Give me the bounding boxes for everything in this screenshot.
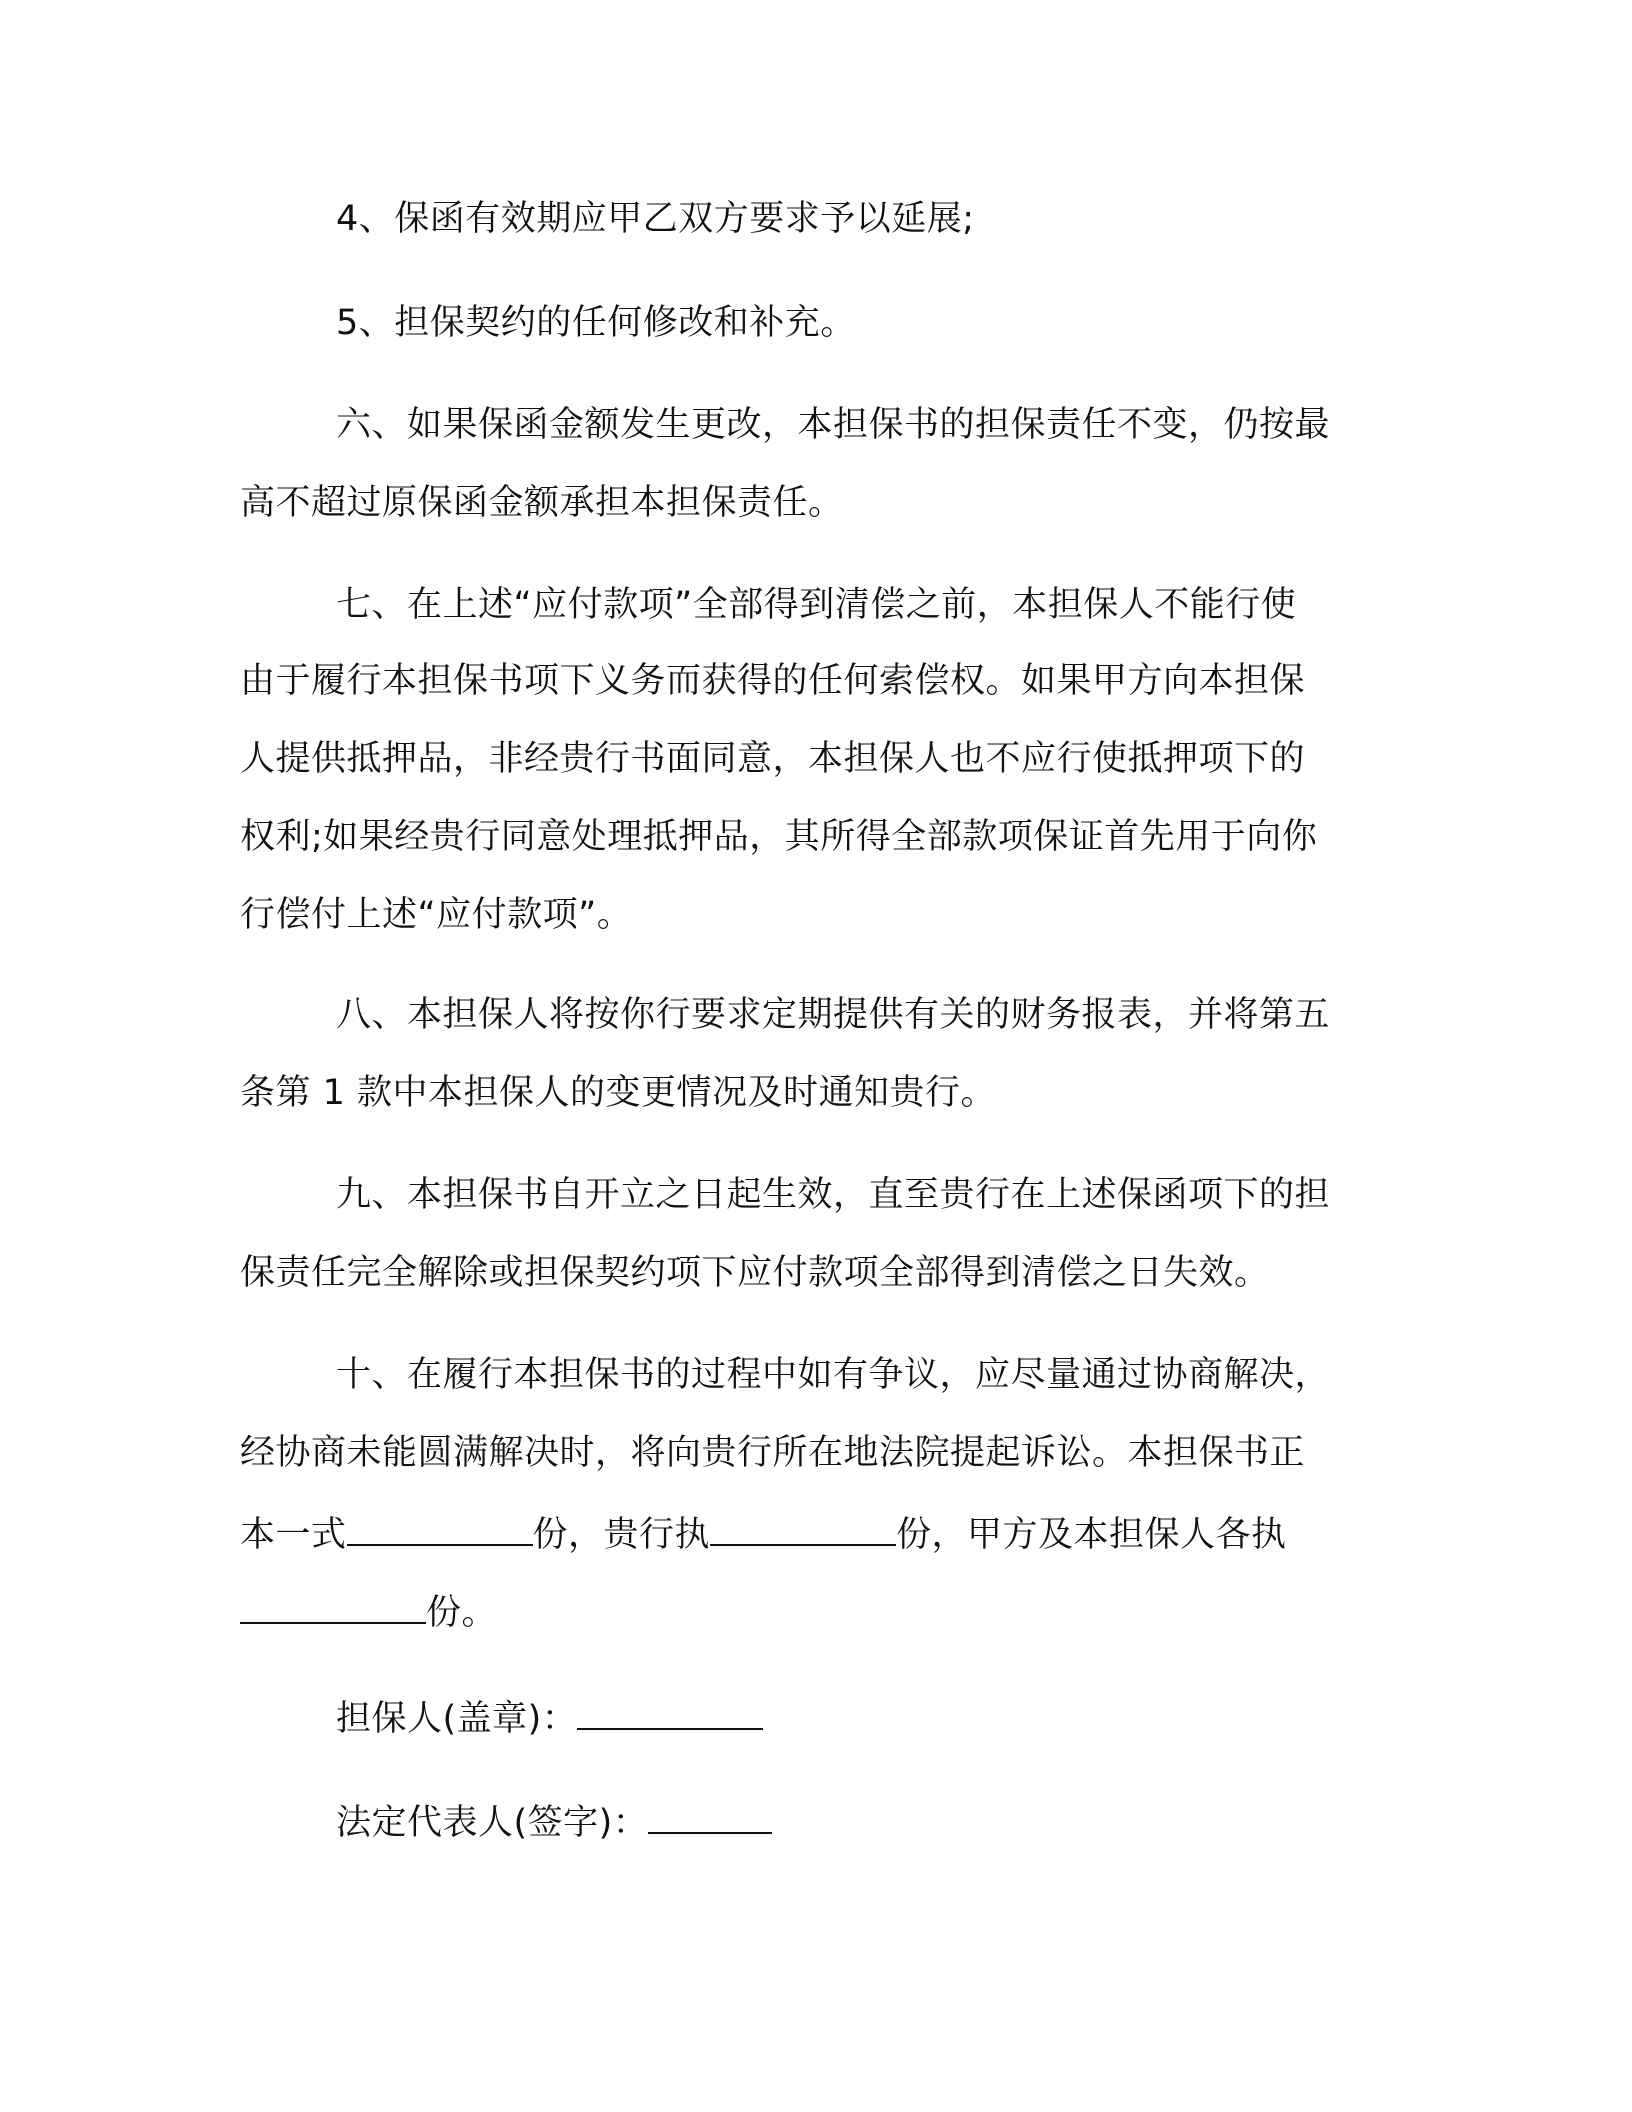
text-line: 十、在履行本担保书的过程中如有争议，应尽量通过协商解决， (336, 1355, 1331, 1395)
copies-end-text: 份。 (426, 1593, 498, 1633)
text-line: 六、如果保函金额发生更改，本担保书的担保责任不变，仍按最 (336, 405, 1331, 445)
guarantor-signature-line (336, 1690, 763, 1744)
text-line: 由于履行本担保书项下义务而获得的任何索偿权。如果甲方向本担保 (240, 661, 1306, 701)
copies-text: 份，贵行执 (532, 1515, 711, 1555)
copies-line (240, 1506, 1287, 1560)
text-line: 5、担保契约的任何修改和补充。 (336, 303, 856, 343)
legal-rep-signature-blank[interactable] (648, 1794, 772, 1834)
text-line: 八、本担保人将按你行要求定期提供有关的财务报表，并将第五 (336, 995, 1331, 1035)
legal-rep-label: 法定代表人(签字)： (336, 1803, 649, 1843)
bank-copies-blank[interactable] (710, 1506, 896, 1546)
text-line: 权利;如果经贵行同意处理抵押品，其所得全部款项保证首先用于向你 (240, 817, 1318, 857)
text-line: 九、本担保书自开立之日起生效，直至贵行在上述保函项下的担 (336, 1175, 1331, 1215)
text-line: 人提供抵押品，非经贵行书面同意，本担保人也不应行使抵押项下的 (240, 739, 1306, 779)
copies-text: 本一式 (240, 1515, 347, 1555)
text-line: 保责任完全解除或担保契约项下应付款项全部得到清偿之日失效。 (240, 1253, 1270, 1293)
text-line: 七、在上述“应付款项”全部得到清偿之前，本担保人不能行使 (336, 585, 1297, 625)
text-line: 高不超过原保函金额承担本担保责任。 (240, 483, 844, 523)
text-line: 行偿付上述“应付款项”。 (240, 895, 633, 935)
copies-text: 份，甲方及本担保人各执 (896, 1515, 1287, 1555)
copies-end-line (240, 1584, 497, 1638)
legal-rep-signature-line (336, 1794, 772, 1848)
text-line: 条第 1 款中本担保人的变更情况及时通知贵行。 (240, 1073, 997, 1113)
guarantor-label: 担保人(盖章)： (336, 1699, 578, 1739)
text-line: 经协商未能圆满解决时，将向贵行所在地法院提起诉讼。本担保书正 (240, 1433, 1306, 1473)
text-line: 4、保函有效期应甲乙双方要求予以延展; (336, 199, 975, 239)
party-copies-blank[interactable] (240, 1584, 426, 1624)
copies-total-blank[interactable] (347, 1506, 533, 1546)
guarantor-seal-blank[interactable] (577, 1690, 763, 1730)
